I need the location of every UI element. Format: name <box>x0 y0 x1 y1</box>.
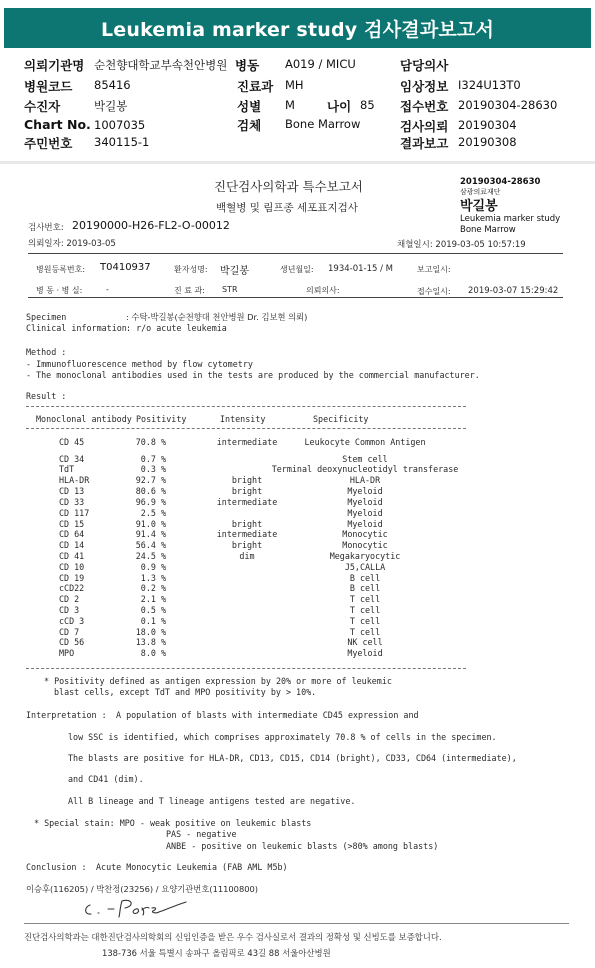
label-requesting-institution: 의뢰기관명 <box>24 58 85 73</box>
marker-positivity: 0.1 % <box>140 616 166 626</box>
marker-antibody: CD 56 <box>59 637 85 647</box>
marker-intensity: bright <box>231 475 263 485</box>
marker-intensity: bright <box>231 519 263 529</box>
marker-antibody: TdT <box>59 464 75 474</box>
marker-specificity: Myeloid <box>347 486 383 496</box>
sample-date: 채혈일시: 2019-03-05 10:57:19 <box>397 240 526 250</box>
label-hospital-code: 병원코드 <box>24 79 73 94</box>
special-stain-line-2: PAS - negative <box>166 829 237 839</box>
value-resident-no: 340115-1 <box>94 135 150 149</box>
marker-specificity: B cell <box>349 573 381 583</box>
table-bottom-rule <box>26 668 466 669</box>
marker-positivity: 70.8 % <box>135 437 166 447</box>
value-requesting-institution: 순천향대학교부속천안병원 <box>94 58 228 72</box>
patient-name-label: 환자성명: <box>174 265 208 274</box>
special-stain-line-3: ANBE - positive on leukemic blasts (>80% among blasts) <box>166 841 439 851</box>
report-banner-title: Leukemia marker study 검사결과보고서 <box>4 8 591 48</box>
col-intensity: Intensity <box>220 414 266 424</box>
marker-specificity: Myeloid <box>347 497 383 507</box>
marker-specificity: Stem cell <box>342 454 388 464</box>
marker-specificity: T cell <box>349 605 381 615</box>
interpretation-line-5: All B lineage and T lineage antigens tested are negative. <box>68 796 356 806</box>
marker-intensity: intermediate <box>216 437 278 447</box>
header-divider <box>0 161 595 164</box>
marker-specificity: Leukocyte Common Antigen <box>304 437 426 447</box>
interpretation-line-1: A population of blasts with intermediate CD45 expression and <box>116 710 419 720</box>
marker-antibody: HLA-DR <box>59 475 90 485</box>
marker-specificity: T cell <box>349 594 381 604</box>
marker-antibody: CD 41 <box>59 551 85 561</box>
marker-positivity: 80.6 % <box>135 486 166 496</box>
specimen-value: : 수탁-박길봉(순천향대 천안병원 Dr. 김보현 의뢰) <box>126 312 308 322</box>
dob: 1934-01-15 / M <box>328 264 393 274</box>
marker-antibody: CD 7 <box>59 627 80 637</box>
label-report-date: 결과보고 <box>400 136 449 151</box>
marker-specificity: T cell <box>349 627 381 637</box>
result-label: Result : <box>26 391 67 401</box>
signers: 이승후(116205) / 박찬정(23256) / 요양기관번호(11100800) <box>26 884 259 894</box>
label-sex: 성별 <box>237 99 262 114</box>
footer-rule <box>24 923 569 924</box>
col-positivity: Positivity <box>136 414 187 424</box>
clinical-label: Clinical information <box>26 323 127 333</box>
value-age: 85 <box>360 98 375 112</box>
value-hospital-code: 85416 <box>94 78 131 92</box>
marker-specificity: Myeloid <box>347 508 383 518</box>
marker-antibody: CD 33 <box>59 497 85 507</box>
marker-positivity: 0.2 % <box>140 583 166 593</box>
interpretation-label: Interpretation : <box>26 710 107 720</box>
report-time-label: 보고일시: <box>417 265 451 274</box>
marker-positivity: 8.0 % <box>140 648 166 658</box>
value-chart-no: 1007035 <box>94 118 146 132</box>
marker-intensity: bright <box>231 540 263 550</box>
table-header-rule <box>26 428 466 429</box>
marker-intensity: dim <box>239 551 255 561</box>
scanned-report <box>16 167 576 962</box>
value-sex: M <box>285 98 295 112</box>
marker-antibody: CD 14 <box>59 540 85 550</box>
stamp-study: Leukemia marker study <box>460 214 561 224</box>
value-specimen: Bone Marrow <box>285 117 361 131</box>
marker-specificity: Myeloid <box>347 519 383 529</box>
stamp-org: 삼광의료재단 <box>460 188 501 196</box>
marker-specificity: Myeloid <box>347 648 383 658</box>
stamp-specimen: Bone Marrow <box>460 225 516 235</box>
marker-positivity: 0.3 % <box>140 464 166 474</box>
marker-specificity: T cell <box>349 616 381 626</box>
marker-positivity: 1.3 % <box>140 573 166 583</box>
patient-name: 박길봉 <box>220 266 249 277</box>
label-attending-doctor: 담당의사 <box>400 58 449 73</box>
footer-certification: 진단검사의학과는 대한진단검사의학회의 신임인증을 받은 우수 검사실로서 결과의 정확성 및 신빙도를 보증합니다. <box>24 932 442 942</box>
marker-antibody: CD 64 <box>59 529 85 539</box>
value-report-date: 20190308 <box>458 135 517 149</box>
marker-positivity: 91.4 % <box>135 529 166 539</box>
marker-antibody: CD 117 <box>59 508 90 518</box>
marker-specificity: B cell <box>349 583 381 593</box>
marker-specificity: Terminal deoxynucleotidyl transferase <box>271 464 459 474</box>
reg-no: T0410937 <box>100 262 151 273</box>
recv-value: 2019-03-07 15:29:42 <box>468 286 559 296</box>
doctor-label: 의뢰의사: <box>306 286 340 295</box>
footnote-line-2: blast cells, except TdT and MPO positivity by > 10%. <box>54 687 317 697</box>
marker-antibody: CD 19 <box>59 573 85 583</box>
marker-antibody: CD 10 <box>59 562 85 572</box>
marker-antibody: CD 2 <box>59 594 80 604</box>
ward-value: - <box>106 285 109 294</box>
method-line-2: - The monoclonal antibodies used in the tests are produced by the commercial manufacturer. <box>26 370 480 380</box>
method-label: Method : <box>26 347 67 357</box>
marker-positivity: 92.7 % <box>135 475 166 485</box>
label-accession-no: 접수번호 <box>400 99 449 114</box>
label-chart-no: Chart No. <box>24 117 91 132</box>
stamp-accession: 20190304-28630 <box>460 177 541 187</box>
interpretation-line-3: The blasts are positive for HLA-DR, CD13, CD15, CD14 (bright), CD33, CD64 (intermediate), <box>68 753 517 763</box>
special-stain-line-1: * Special stain: MPO - weak positive on leukemic blasts <box>34 818 312 828</box>
report-subtitle: 백혈병 및 림프종 세포표지검사 <box>216 202 358 214</box>
value-ward: A019 / MICU <box>285 57 356 71</box>
request-date: 의뢰일자: 2019-03-05 <box>28 239 116 249</box>
value-department: MH <box>285 78 304 92</box>
handwritten-signature <box>82 895 192 921</box>
col-specificity: Specificity <box>313 414 369 424</box>
marker-intensity: intermediate <box>216 497 278 507</box>
marker-antibody: CD 34 <box>59 454 85 464</box>
conclusion-label: Conclusion : <box>26 862 87 872</box>
marker-positivity: 0.5 % <box>140 605 166 615</box>
label-age: 나이 <box>327 99 352 114</box>
dob-label: 생년월일: <box>280 265 314 274</box>
marker-positivity: 56.4 % <box>135 540 166 550</box>
marker-positivity: 0.7 % <box>140 454 166 464</box>
marker-antibody: MPO <box>59 648 75 658</box>
marker-intensity: intermediate <box>216 529 278 539</box>
exam-no-label: 검사번호: <box>28 223 64 233</box>
conclusion-value: Acute Monocytic Leukemia (FAB AML M5b) <box>96 862 288 872</box>
label-resident-no: 주민번호 <box>24 136 73 151</box>
label-patient: 수진자 <box>24 99 61 114</box>
exam-no: 20190000-H26-FL2-O-00012 <box>72 219 230 232</box>
footer-address: 138-736 서울 특별시 송파구 올림픽로 43길 88 서울아산병원 <box>102 948 331 958</box>
method-line-1: - Immunofluorescence method by flow cytometry <box>26 359 253 369</box>
ward-label: 병 동 · 병 실: <box>36 286 83 295</box>
marker-antibody: cCD 3 <box>59 616 85 626</box>
marker-antibody: CD 3 <box>59 605 80 615</box>
report-title: 진단검사의학과 특수보고서 <box>214 179 363 194</box>
reg-no-label: 병원등록번호: <box>36 265 86 274</box>
marker-specificity: NK cell <box>347 637 383 647</box>
marker-antibody: CD 13 <box>59 486 85 496</box>
recv-label: 접수일시: <box>417 287 451 296</box>
label-request-date: 검사의뢰 <box>400 119 449 134</box>
marker-specificity: HLA-DR <box>349 475 381 485</box>
dept-value: STR <box>222 285 238 294</box>
marker-positivity: 18.0 % <box>135 627 166 637</box>
clinical-value: : r/o acute leukemia <box>126 323 227 333</box>
marker-antibody: cCD22 <box>59 583 85 593</box>
footnote-line-1: * Positivity defined as antigen expression by 20% or more of leukemic <box>44 676 392 686</box>
interpretation-line-4: and CD41 (dim). <box>68 774 144 784</box>
value-request-date: 20190304 <box>458 118 517 132</box>
marker-specificity: Megakaryocytic <box>329 551 401 561</box>
marker-positivity: 13.8 % <box>135 637 166 647</box>
label-specimen: 검체 <box>237 118 262 133</box>
interpretation-line-2: low SSC is identified, which comprises approximately 70.8 % of cells in the specimen. <box>68 732 497 742</box>
label-clinical-info: 임상정보 <box>400 79 449 94</box>
marker-positivity: 24.5 % <box>135 551 166 561</box>
table-top-rule <box>26 406 466 407</box>
marker-specificity: J5,CALLA <box>344 562 386 572</box>
label-department: 진료과 <box>237 79 274 94</box>
specimen-label: Specimen <box>26 312 67 322</box>
value-patient: 박길봉 <box>94 99 128 113</box>
marker-intensity: bright <box>231 486 263 496</box>
col-antibody: Monoclonal antibody <box>36 414 132 424</box>
marker-antibody: CD 45 <box>59 437 85 447</box>
marker-positivity: 91.0 % <box>135 519 166 529</box>
marker-specificity: Monocytic <box>342 540 388 550</box>
marker-specificity: Monocytic <box>342 529 388 539</box>
label-ward: 병동 <box>235 58 260 73</box>
dept-label: 진 료 과: <box>174 286 205 295</box>
value-clinical-info: I324U13T0 <box>458 78 521 92</box>
marker-positivity: 0.9 % <box>140 562 166 572</box>
marker-positivity: 96.9 % <box>135 497 166 507</box>
stamp-patient-name: 박길봉 <box>460 199 498 214</box>
marker-antibody: CD 15 <box>59 519 85 529</box>
marker-positivity: 2.5 % <box>140 508 166 518</box>
marker-positivity: 2.1 % <box>140 594 166 604</box>
value-accession-no: 20190304-28630 <box>458 98 558 112</box>
